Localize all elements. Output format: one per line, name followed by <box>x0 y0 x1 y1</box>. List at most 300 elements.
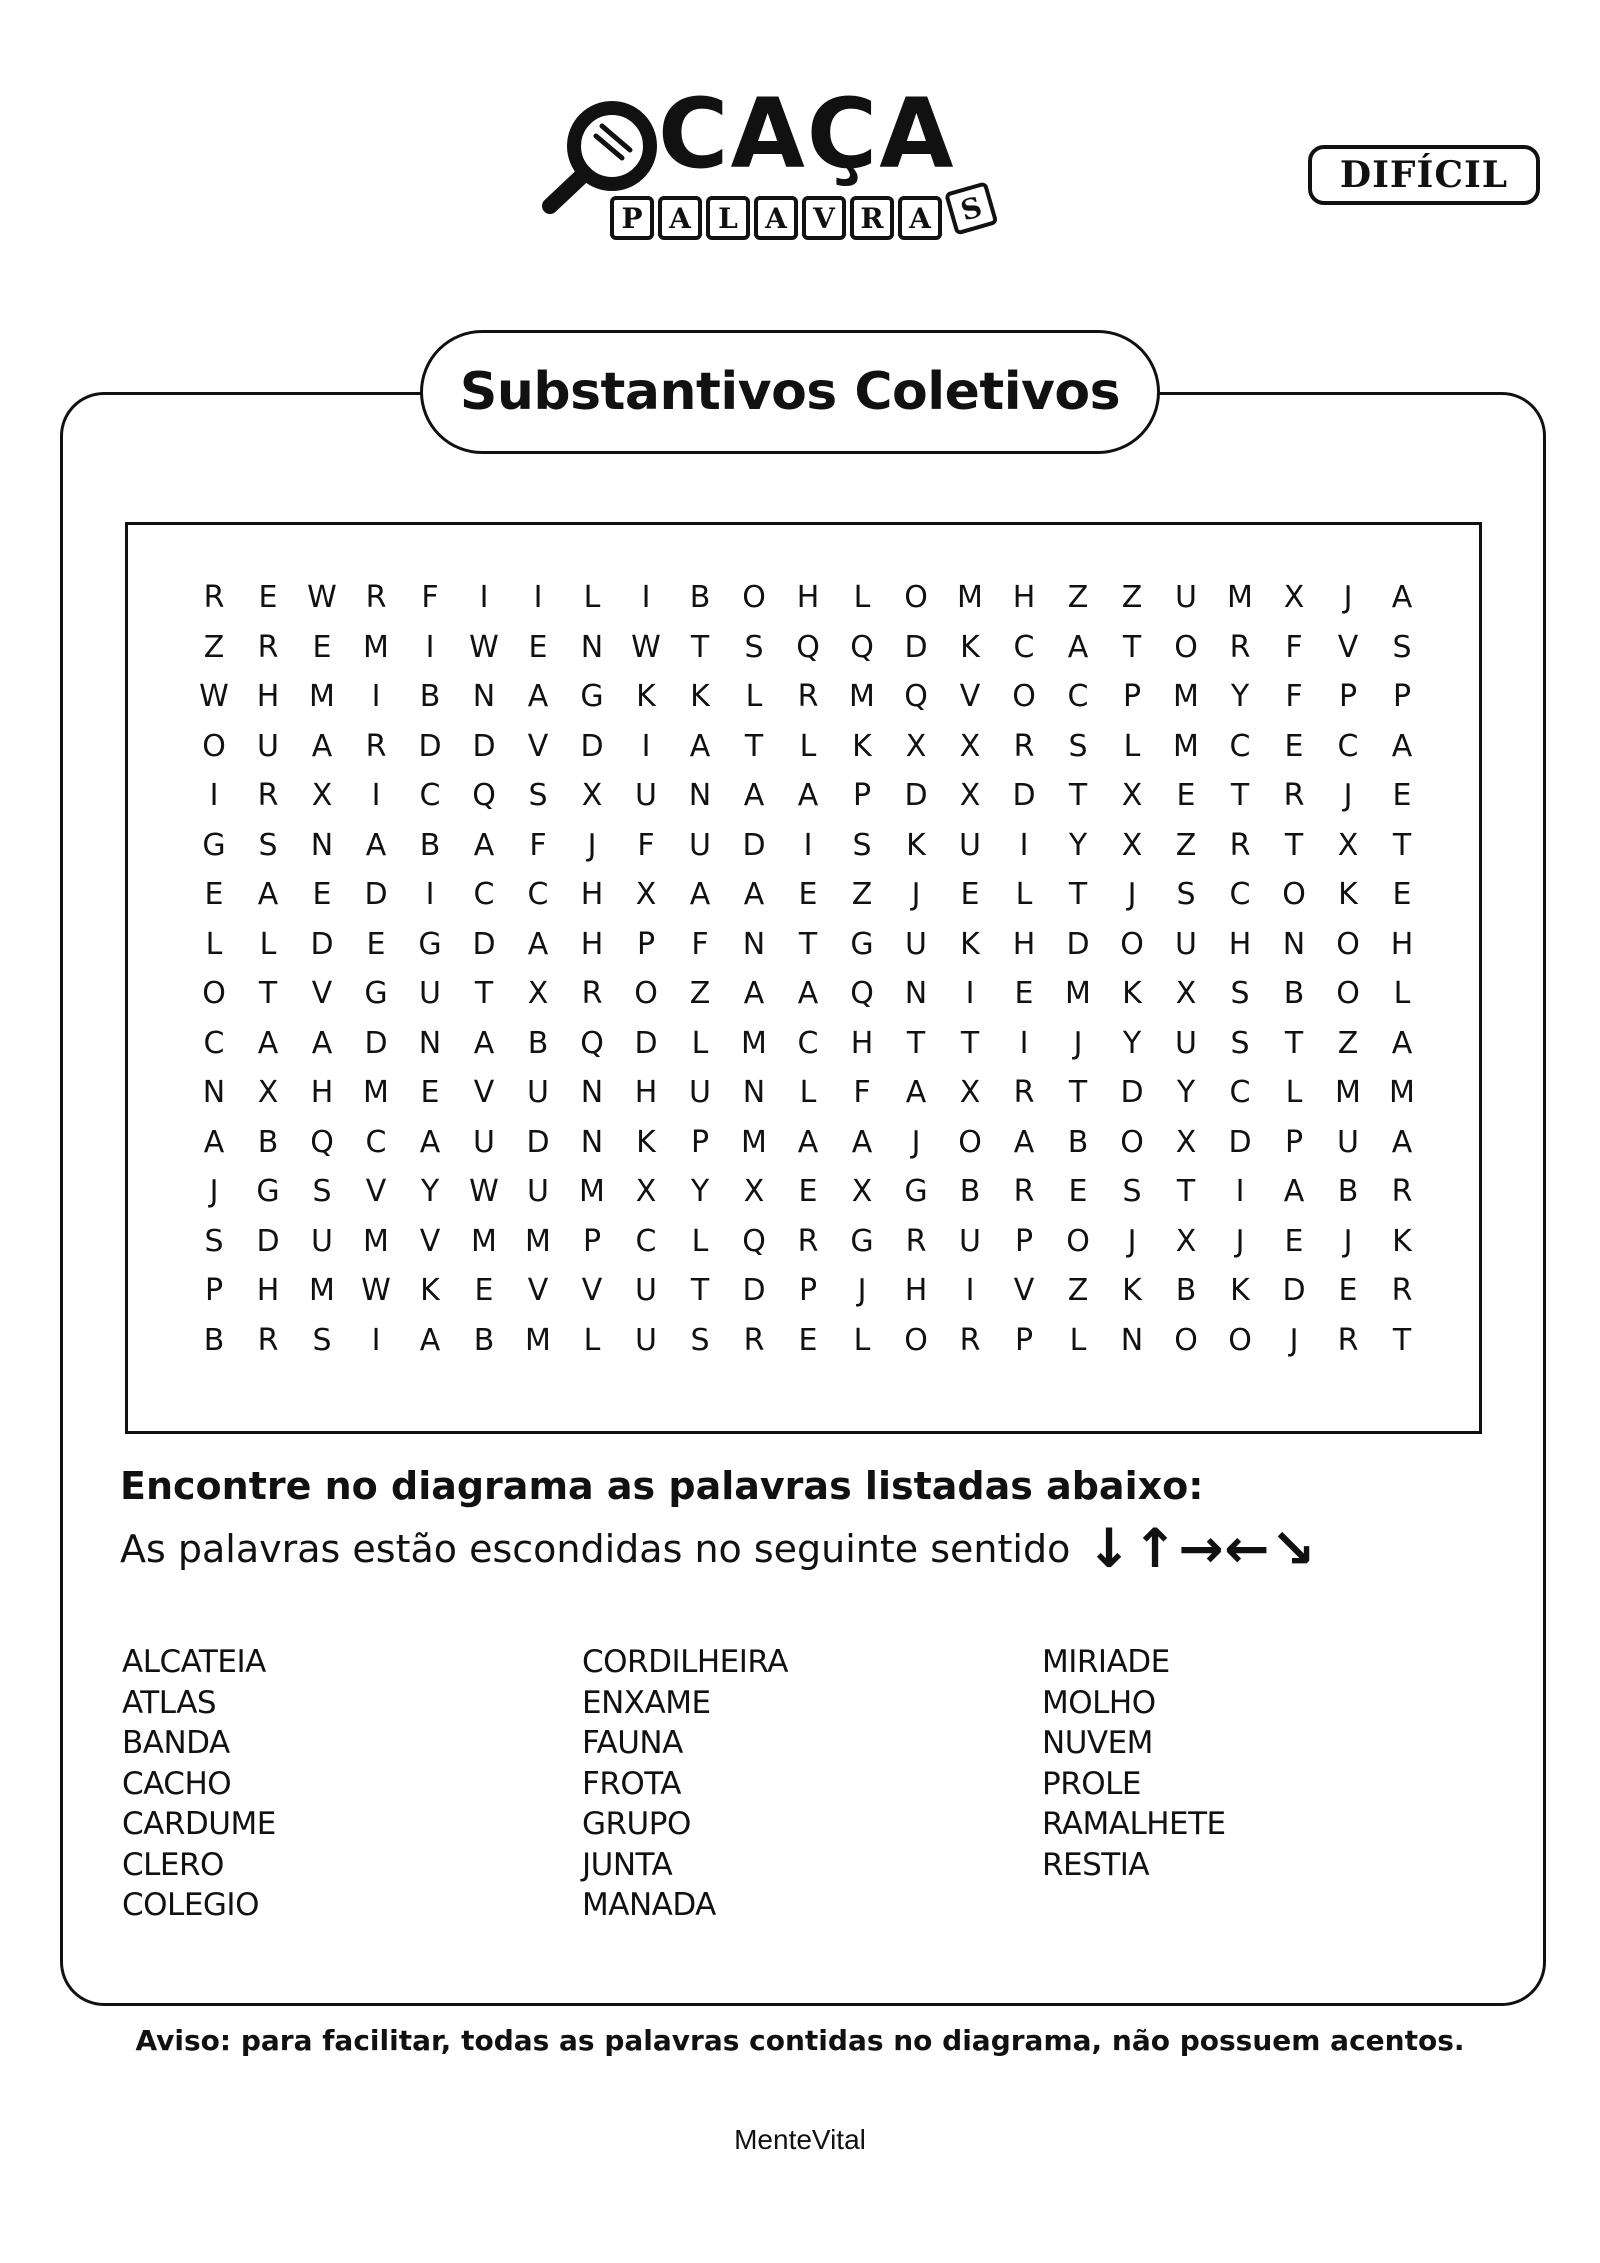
grid-letter: U <box>635 1322 657 1358</box>
grid-letter: H <box>904 1273 928 1309</box>
direction-text: As palavras estão escondidas no seguinte sentido <box>120 1527 1071 1571</box>
grid-letter: Z <box>1121 580 1143 616</box>
word-list-item: ATLAS <box>122 1684 217 1721</box>
grid-letter: I <box>803 827 813 863</box>
grid-letter: R <box>581 976 603 1012</box>
grid-letter: O <box>1336 976 1360 1012</box>
arrow-down-right-icon: ↘ <box>1270 1517 1316 1580</box>
grid-letter: T <box>690 629 710 665</box>
grid-letter: A <box>743 877 765 913</box>
grid-letter: S <box>1068 728 1088 764</box>
grid-letter: V <box>365 1174 387 1210</box>
grid-letter: L <box>1285 1075 1303 1111</box>
grid-letter: S <box>852 827 872 863</box>
grid-letter: B <box>527 1025 549 1061</box>
logo-tile: V <box>802 196 846 240</box>
grid-letter: H <box>256 1273 280 1309</box>
grid-letter: I <box>209 778 219 814</box>
grid-letter: C <box>365 1124 387 1160</box>
grid-letter: S <box>1176 877 1196 913</box>
grid-letter: S <box>312 1322 332 1358</box>
grid-letter: I <box>371 778 381 814</box>
grid-letter: A <box>311 728 333 764</box>
grid-letter: M <box>525 1322 551 1358</box>
grid-letter: B <box>473 1322 495 1358</box>
grid-letter: Z <box>203 629 225 665</box>
grid-letter: A <box>797 778 819 814</box>
grid-letter: L <box>1393 976 1411 1012</box>
grid-letter: X <box>959 728 981 764</box>
grid-letter: E <box>474 1273 494 1309</box>
grid-letter: V <box>1337 629 1359 665</box>
grid-letter: I <box>533 580 543 616</box>
word-list-item: JUNTA <box>582 1846 673 1883</box>
grid-letter: K <box>1338 877 1358 913</box>
grid-letter: B <box>1283 976 1305 1012</box>
grid-letter: E <box>312 629 332 665</box>
grid-letter: C <box>527 877 549 913</box>
grid-letter: C <box>797 1025 819 1061</box>
logo <box>540 78 1080 262</box>
grid-letter: M <box>741 1124 767 1160</box>
grid-letter: D <box>1228 1124 1252 1160</box>
grid-letter: B <box>1067 1124 1089 1160</box>
grid-letter: P <box>636 926 656 962</box>
grid-letter: B <box>959 1174 981 1210</box>
grid-letter: A <box>527 926 549 962</box>
grid-letter: T <box>1176 1174 1196 1210</box>
grid-letter: X <box>1121 778 1143 814</box>
grid-letter: A <box>1391 728 1413 764</box>
grid-letter: Y <box>420 1174 440 1210</box>
grid-letter: R <box>1229 629 1251 665</box>
grid-letter: A <box>419 1322 441 1358</box>
grid-letter: Q <box>904 679 928 715</box>
grid-letter: H <box>1228 926 1252 962</box>
grid-letter: S <box>1230 1025 1250 1061</box>
grid-letter: F <box>1285 629 1303 665</box>
grid-letter: Y <box>690 1174 710 1210</box>
grid-letter: T <box>744 728 764 764</box>
grid-letter: L <box>583 1322 601 1358</box>
grid-letter: H <box>580 926 604 962</box>
grid-letter: W <box>631 629 661 665</box>
grid-letter: A <box>797 1124 819 1160</box>
grid-letter: H <box>256 679 280 715</box>
grid-letter: J <box>1343 580 1353 616</box>
grid-letter: G <box>580 679 604 715</box>
grid-letter: L <box>853 580 871 616</box>
grid-letter: D <box>1282 1273 1306 1309</box>
arrow-left-icon: ← <box>1224 1517 1270 1580</box>
grid-letter: E <box>960 877 980 913</box>
grid-letter: X <box>851 1174 873 1210</box>
grid-letter: V <box>1013 1273 1035 1309</box>
grid-letter: I <box>479 580 489 616</box>
grid-letter: X <box>1121 827 1143 863</box>
grid-letter: E <box>1338 1273 1358 1309</box>
direction-arrows <box>1086 1517 1316 1580</box>
grid-letter: O <box>958 1124 982 1160</box>
grid-letter: D <box>472 926 496 962</box>
grid-letter: O <box>1120 926 1144 962</box>
grid-letter: P <box>852 778 872 814</box>
grid-letter: T <box>690 1273 710 1309</box>
grid-letter: U <box>959 827 981 863</box>
grid-letter: I <box>1235 1174 1245 1210</box>
logo-tiles <box>610 189 996 240</box>
notice-text: Aviso: para facilitar, todas as palavras contidas no diagrama, não possuem acentos. <box>135 2024 1465 2057</box>
grid-letter: S <box>528 778 548 814</box>
grid-letter: U <box>959 1223 981 1259</box>
grid-letter: I <box>965 976 975 1012</box>
grid-letter: N <box>904 976 928 1012</box>
word-list-item: FAUNA <box>582 1725 683 1761</box>
grid-letter: C <box>1229 1075 1251 1111</box>
grid-letter: X <box>581 778 603 814</box>
arrow-down-icon: ↓ <box>1086 1517 1132 1580</box>
grid-letter: L <box>1123 728 1141 764</box>
grid-letter: P <box>582 1223 602 1259</box>
grid-letter: K <box>1122 1273 1142 1309</box>
grid-letter: J <box>1343 778 1353 814</box>
word-list-item: BANDA <box>122 1725 230 1761</box>
grid-letter: L <box>583 580 601 616</box>
grid-letter: O <box>742 580 766 616</box>
logo-tile: P <box>610 196 654 240</box>
grid-letter: O <box>1228 1322 1252 1358</box>
grid-letter: U <box>635 778 657 814</box>
grid-letter: D <box>364 877 388 913</box>
letter-grid <box>187 573 1429 1365</box>
grid-letter: E <box>204 877 224 913</box>
grid-letter: B <box>203 1322 225 1358</box>
grid-letter: Y <box>1122 1025 1142 1061</box>
grid-letter: M <box>309 1273 335 1309</box>
grid-letter: A <box>1391 1124 1413 1160</box>
grid-letter: T <box>258 976 278 1012</box>
grid-letter: N <box>202 1075 226 1111</box>
grid-letter: J <box>911 877 921 913</box>
grid-letter: N <box>1120 1322 1144 1358</box>
grid-letter: A <box>527 679 549 715</box>
grid-letter: N <box>472 679 496 715</box>
grid-letter: K <box>852 728 872 764</box>
grid-letter: J <box>209 1174 219 1210</box>
grid-letter: X <box>1175 1223 1197 1259</box>
grid-letter: R <box>1229 827 1251 863</box>
word-list-item: PROLE <box>1042 1765 1141 1802</box>
grid-letter: X <box>257 1075 279 1111</box>
grid-letter: I <box>371 1322 381 1358</box>
grid-letter: U <box>1175 926 1197 962</box>
grid-letter: Z <box>851 877 873 913</box>
grid-letter: R <box>365 580 387 616</box>
grid-letter: H <box>310 1075 334 1111</box>
grid-letter: I <box>1019 1025 1029 1061</box>
grid-letter: Q <box>580 1025 604 1061</box>
grid-letter: Y <box>1068 827 1088 863</box>
grid-letter: A <box>689 877 711 913</box>
grid-letter: A <box>689 728 711 764</box>
grid-letter: A <box>257 877 279 913</box>
grid-letter: B <box>419 827 441 863</box>
grid-letter: E <box>798 1174 818 1210</box>
grid-letter: H <box>796 580 820 616</box>
grid-letter: K <box>1122 976 1142 1012</box>
logo-tile: A <box>754 196 798 240</box>
word-list-item: MIRIADE <box>1042 1644 1170 1680</box>
grid-letter: J <box>911 1124 921 1160</box>
grid-letter: U <box>1175 580 1197 616</box>
grid-letter: H <box>1012 926 1036 962</box>
grid-letter: C <box>1229 728 1251 764</box>
grid-letter: X <box>635 877 657 913</box>
grid-letter: T <box>1068 1075 1088 1111</box>
word-list-item: ENXAME <box>582 1684 711 1721</box>
word-list-item: CARDUME <box>122 1806 276 1842</box>
grid-letter: R <box>1013 1075 1035 1111</box>
grid-letter: W <box>199 679 229 715</box>
grid-letter: E <box>798 877 818 913</box>
grid-letter: L <box>259 926 277 962</box>
grid-letter: M <box>957 580 983 616</box>
grid-letter: K <box>960 926 980 962</box>
grid-letter: T <box>1392 827 1412 863</box>
grid-letter: O <box>1336 926 1360 962</box>
grid-letter: N <box>688 778 712 814</box>
grid-letter: P <box>1014 1322 1034 1358</box>
grid-letter: F <box>853 1075 871 1111</box>
word-list-item: MANADA <box>582 1887 716 1923</box>
grid-letter: V <box>527 1273 549 1309</box>
grid-letter: A <box>1283 1174 1305 1210</box>
grid-letter: R <box>1283 778 1305 814</box>
grid-letter: G <box>202 827 226 863</box>
grid-letter: C <box>203 1025 225 1061</box>
grid-letter: M <box>1173 679 1199 715</box>
grid-letter: S <box>690 1322 710 1358</box>
word-list-column-3 <box>1042 1642 1226 1885</box>
grid-letter: N <box>742 1075 766 1111</box>
word-list-item: RAMALHETE <box>1042 1806 1226 1842</box>
grid-letter: L <box>1069 1322 1087 1358</box>
grid-letter: T <box>960 1025 980 1061</box>
grid-letter: K <box>690 679 710 715</box>
grid-letter: V <box>959 679 981 715</box>
grid-letter: X <box>311 778 333 814</box>
grid-letter: M <box>1389 1075 1415 1111</box>
grid-letter: K <box>960 629 980 665</box>
grid-letter: A <box>257 1025 279 1061</box>
instructions-heading: Encontre no diagrama as palavras listadas abaixo: <box>120 1464 1204 1508</box>
grid-letter: B <box>1175 1273 1197 1309</box>
grid-letter: A <box>1391 1025 1413 1061</box>
word-list-item: CACHO <box>122 1765 232 1802</box>
grid-letter: I <box>425 877 435 913</box>
grid-letter: A <box>743 976 765 1012</box>
word-list-item: ALCATEIA <box>122 1644 266 1680</box>
grid-letter: C <box>1229 877 1251 913</box>
grid-letter: E <box>1176 778 1196 814</box>
grid-letter: Q <box>310 1124 334 1160</box>
grid-letter: K <box>420 1273 440 1309</box>
grid-letter: D <box>904 778 928 814</box>
grid-letter: K <box>636 1124 656 1160</box>
grid-letter: D <box>1012 778 1036 814</box>
grid-letter: L <box>691 1223 709 1259</box>
grid-letter: A <box>473 1025 495 1061</box>
grid-letter: Z <box>689 976 711 1012</box>
grid-letter: P <box>1014 1223 1034 1259</box>
grid-letter: J <box>857 1273 867 1309</box>
grid-letter: D <box>742 1273 766 1309</box>
grid-letter: U <box>905 926 927 962</box>
grid-letter: U <box>527 1075 549 1111</box>
grid-letter: J <box>1235 1223 1245 1259</box>
word-list-item: NUVEM <box>1042 1725 1153 1761</box>
word-list-item: FROTA <box>582 1765 682 1802</box>
word-list-item: MOLHO <box>1042 1684 1156 1721</box>
grid-letter: V <box>419 1223 441 1259</box>
grid-letter: M <box>1065 976 1091 1012</box>
grid-letter: J <box>1127 877 1137 913</box>
grid-letter: P <box>690 1124 710 1160</box>
grid-letter: C <box>419 778 441 814</box>
grid-letter: R <box>1391 1174 1413 1210</box>
grid-letter: K <box>1230 1273 1250 1309</box>
grid-letter: R <box>1013 728 1035 764</box>
grid-letter: T <box>1068 778 1088 814</box>
grid-letter: D <box>310 926 334 962</box>
grid-letter: O <box>1174 629 1198 665</box>
grid-letter: M <box>741 1025 767 1061</box>
grid-letter: E <box>1014 976 1034 1012</box>
grid-letter: O <box>202 976 226 1012</box>
grid-letter: A <box>1067 629 1089 665</box>
grid-letter: E <box>1284 728 1304 764</box>
difficulty-badge: DIFÍCIL <box>1308 145 1540 205</box>
grid-letter: T <box>1284 827 1304 863</box>
grid-letter: O <box>202 728 226 764</box>
grid-letter: P <box>1122 679 1142 715</box>
grid-letter: N <box>310 827 334 863</box>
grid-letter: J <box>587 827 597 863</box>
grid-letter: F <box>529 827 547 863</box>
grid-letter: X <box>1337 827 1359 863</box>
grid-letter: U <box>473 1124 495 1160</box>
grid-letter: X <box>905 728 927 764</box>
grid-letter: G <box>904 1174 928 1210</box>
grid-letter: D <box>580 728 604 764</box>
grid-letter: G <box>256 1174 280 1210</box>
grid-letter: C <box>473 877 495 913</box>
grid-letter: O <box>634 976 658 1012</box>
grid-letter: R <box>257 1322 279 1358</box>
logo-tile: R <box>850 196 894 240</box>
grid-letter: O <box>1120 1124 1144 1160</box>
grid-letter: Q <box>472 778 496 814</box>
grid-letter: I <box>425 629 435 665</box>
grid-letter: P <box>204 1273 224 1309</box>
logo-title: CAÇA <box>658 78 956 190</box>
grid-letter: D <box>364 1025 388 1061</box>
word-list-column-1 <box>122 1642 276 1926</box>
grid-letter: K <box>636 679 656 715</box>
word-list-item: CORDILHEIRA <box>582 1644 788 1680</box>
grid-letter: J <box>1073 1025 1083 1061</box>
grid-letter: P <box>798 1273 818 1309</box>
grid-letter: B <box>419 679 441 715</box>
grid-letter: S <box>1392 629 1412 665</box>
grid-letter: O <box>904 1322 928 1358</box>
grid-letter: J <box>1343 1223 1353 1259</box>
grid-letter: L <box>799 728 817 764</box>
grid-letter: U <box>311 1223 333 1259</box>
grid-letter: X <box>959 778 981 814</box>
grid-letter: E <box>366 926 386 962</box>
grid-letter: E <box>1392 877 1412 913</box>
grid-letter: Z <box>1175 827 1197 863</box>
grid-letter: O <box>1174 1322 1198 1358</box>
grid-letter: G <box>850 926 874 962</box>
grid-letter: N <box>418 1025 442 1061</box>
grid-letter: M <box>363 1223 389 1259</box>
grid-letter: T <box>1392 1322 1412 1358</box>
grid-letter: R <box>743 1322 765 1358</box>
grid-letter: R <box>365 728 387 764</box>
grid-letter: X <box>527 976 549 1012</box>
grid-letter: H <box>634 1075 658 1111</box>
grid-letter: U <box>257 728 279 764</box>
grid-letter: I <box>1019 827 1029 863</box>
grid-letter: P <box>1284 1124 1304 1160</box>
grid-letter: X <box>635 1174 657 1210</box>
grid-letter: W <box>469 629 499 665</box>
grid-letter: R <box>257 778 279 814</box>
grid-letter: K <box>906 827 926 863</box>
grid-letter: E <box>1392 778 1412 814</box>
grid-letter: A <box>851 1124 873 1160</box>
grid-letter: A <box>473 827 495 863</box>
grid-letter: D <box>1120 1075 1144 1111</box>
grid-letter: R <box>257 629 279 665</box>
grid-letter: A <box>905 1075 927 1111</box>
grid-letter: T <box>1122 629 1142 665</box>
arrow-up-icon: ↑ <box>1132 1517 1178 1580</box>
grid-letter: L <box>853 1322 871 1358</box>
grid-letter: M <box>1227 580 1253 616</box>
word-list-item: GRUPO <box>582 1806 691 1842</box>
grid-letter: D <box>634 1025 658 1061</box>
grid-letter: U <box>689 827 711 863</box>
grid-letter: U <box>689 1075 711 1111</box>
grid-letter: T <box>798 926 818 962</box>
grid-letter: S <box>258 827 278 863</box>
grid-letter: U <box>1337 1124 1359 1160</box>
grid-letter: T <box>1230 778 1250 814</box>
grid-letter: L <box>745 679 763 715</box>
grid-letter: T <box>1284 1025 1304 1061</box>
grid-letter: U <box>527 1174 549 1210</box>
grid-letter: N <box>580 1124 604 1160</box>
grid-letter: D <box>1066 926 1090 962</box>
grid-letter: B <box>689 580 711 616</box>
grid-letter: B <box>1337 1174 1359 1210</box>
grid-letter: L <box>691 1025 709 1061</box>
grid-letter: D <box>256 1223 280 1259</box>
grid-letter: E <box>798 1322 818 1358</box>
